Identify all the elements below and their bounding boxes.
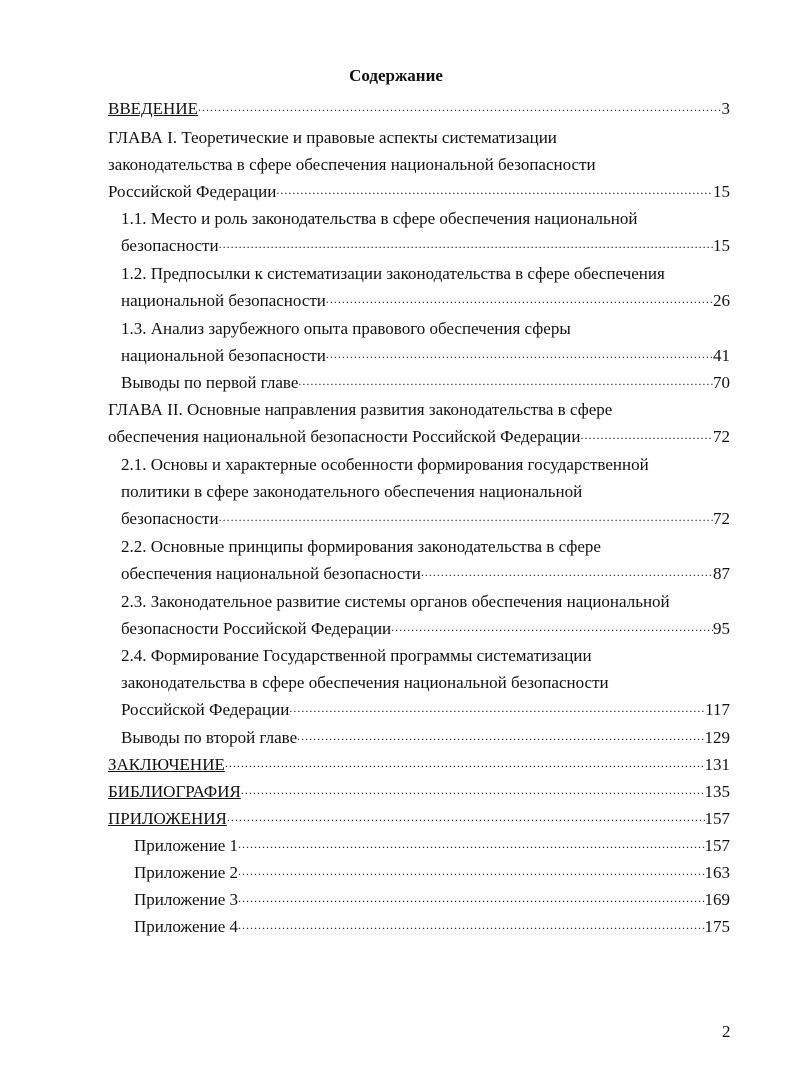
toc-entry-conclusions-1[interactable] (121, 369, 730, 396)
toc-entry-text: ВВЕДЕНИЕ (108, 99, 198, 118)
toc-entry-text: Выводы по первой главе (121, 373, 299, 392)
toc-entry-text: 1.2. Предпосылки к систематизации законодательства в сфере обеспечения (121, 264, 665, 283)
toc-entry-text: 1.3. Анализ зарубежного опыта правового обеспечения сферы (121, 319, 571, 338)
dot-leader (241, 778, 705, 805)
page-title: Содержание (349, 66, 443, 85)
toc-entry-text: 2.3. Законодательное развитие системы органов обеспечения национальной (121, 592, 670, 611)
toc-entry-bibliography[interactable] (108, 778, 730, 805)
toc-entry-text: Приложение 2 (134, 863, 238, 882)
toc-entry-text: безопасности Российской Федерации (121, 619, 392, 638)
toc-entry-text: Приложение 4 (134, 917, 238, 936)
toc-page-number: 169 (704, 890, 730, 909)
toc-page-number: 157 (704, 836, 730, 855)
toc-entry-text: Российской Федерации (108, 182, 277, 201)
toc-page-number: 95 (713, 619, 730, 638)
toc-entry-section-2-2[interactable] (121, 533, 730, 587)
dot-leader (238, 832, 705, 859)
toc-entry-section-2-1[interactable] (121, 451, 730, 532)
dot-leader (198, 95, 722, 122)
dot-leader (219, 232, 713, 259)
toc-entry-text: законодательства в сфере обеспечения национальной безопасности (121, 673, 609, 692)
page-number: 2 (722, 1022, 731, 1041)
toc-entry-text: Выводы по второй главе (121, 728, 298, 747)
dot-leader (391, 615, 713, 642)
dot-leader (238, 859, 705, 886)
dot-leader (227, 805, 705, 832)
dot-leader (421, 560, 713, 587)
toc-entry-section-2-4[interactable] (121, 642, 730, 723)
dot-leader (238, 913, 705, 940)
toc-entry-text: обеспечения национальной безопасности Российской Федерации (108, 427, 581, 446)
toc-entry-text: 2.1. Основы и характерные особенности формирования государственной (121, 455, 649, 474)
toc-page-number: 72 (713, 427, 730, 446)
toc-entry-text: 2.2. Основные принципы формирования законодательства в сфере (121, 537, 601, 556)
toc-entry-section-1-1[interactable] (121, 205, 730, 259)
toc-page-number: 135 (704, 782, 730, 801)
toc-entry-appendix-3[interactable] (134, 886, 730, 913)
toc-page-number: 3 (721, 99, 730, 118)
toc-entry-text: законодательства в сфере обеспечения национальной безопасности (108, 155, 596, 174)
toc-page-number: 117 (705, 700, 730, 719)
toc-entry-appendix-4[interactable] (134, 913, 730, 940)
toc-page-number: 26 (713, 291, 730, 310)
toc-page-number: 41 (713, 346, 730, 365)
toc-entry-text: безопасности (121, 509, 219, 528)
toc-page-number: 15 (713, 182, 730, 201)
toc-entry-section-1-2[interactable] (121, 260, 730, 314)
toc-entry-appendix-2[interactable] (134, 859, 730, 886)
dot-leader (225, 751, 705, 778)
dot-leader (298, 369, 713, 396)
toc-entry-text: обеспечения национальной безопасности (121, 564, 421, 583)
toc-entry-text: национальной безопасности (121, 291, 326, 310)
toc-entry-text: политики в сфере законодательного обеспечения национальной (121, 482, 583, 501)
toc-entry-text: ГЛАВА I. Теоретические и правовые аспекты систематизации (108, 128, 557, 147)
toc-page-number: 129 (704, 728, 730, 747)
toc-entry-text: Приложение 3 (134, 890, 238, 909)
toc-entry-text: национальной безопасности (121, 346, 326, 365)
toc-entry-text: ПРИЛОЖЕНИЯ (108, 809, 227, 828)
dot-leader (297, 724, 704, 751)
toc-page-number: 70 (713, 373, 730, 392)
toc-entry-text: 2.4. Формирование Государственной программы систематизации (121, 646, 592, 665)
toc-entry-appendices[interactable] (108, 805, 730, 832)
dot-leader (580, 423, 713, 450)
toc-entry-text: ЗАКЛЮЧЕНИЕ (108, 755, 225, 774)
toc-entry-text: 1.1. Место и роль законодательства в сфере обеспечения национальной (121, 209, 638, 228)
toc-page-number: 175 (704, 917, 730, 936)
toc-entry-text: Российской Федерации (121, 700, 290, 719)
toc-entry-text: БИБЛИОГРАФИЯ (108, 782, 241, 801)
toc-entry-chapter-2[interactable] (108, 396, 730, 450)
toc-entry-section-1-3[interactable] (121, 315, 730, 369)
toc-page-number: 87 (713, 564, 730, 583)
toc-entry-conclusions-2[interactable] (121, 724, 730, 751)
toc-entry-chapter-1[interactable] (108, 124, 730, 205)
toc-entry-text: безопасности (121, 236, 219, 255)
toc-page-number: 15 (713, 236, 730, 255)
dot-leader (238, 886, 705, 913)
toc-entry-section-2-3[interactable] (121, 588, 730, 642)
toc-entry-introduction[interactable] (108, 95, 730, 122)
toc-entry-conclusion[interactable] (108, 751, 730, 778)
dot-leader (289, 696, 705, 723)
toc-entry-appendix-1[interactable] (134, 832, 730, 859)
toc-page-number: 163 (704, 863, 730, 882)
dot-leader (326, 287, 713, 314)
toc-entry-text: ГЛАВА II. Основные направления развития законодательства в сфере (108, 400, 613, 419)
toc-page-number: 131 (704, 755, 730, 774)
dot-leader (276, 178, 713, 205)
toc-entry-text: Приложение 1 (134, 836, 238, 855)
dot-leader (219, 505, 713, 532)
dot-leader (326, 342, 713, 369)
toc-page-number: 157 (704, 809, 730, 828)
toc-page-number: 72 (713, 509, 730, 528)
